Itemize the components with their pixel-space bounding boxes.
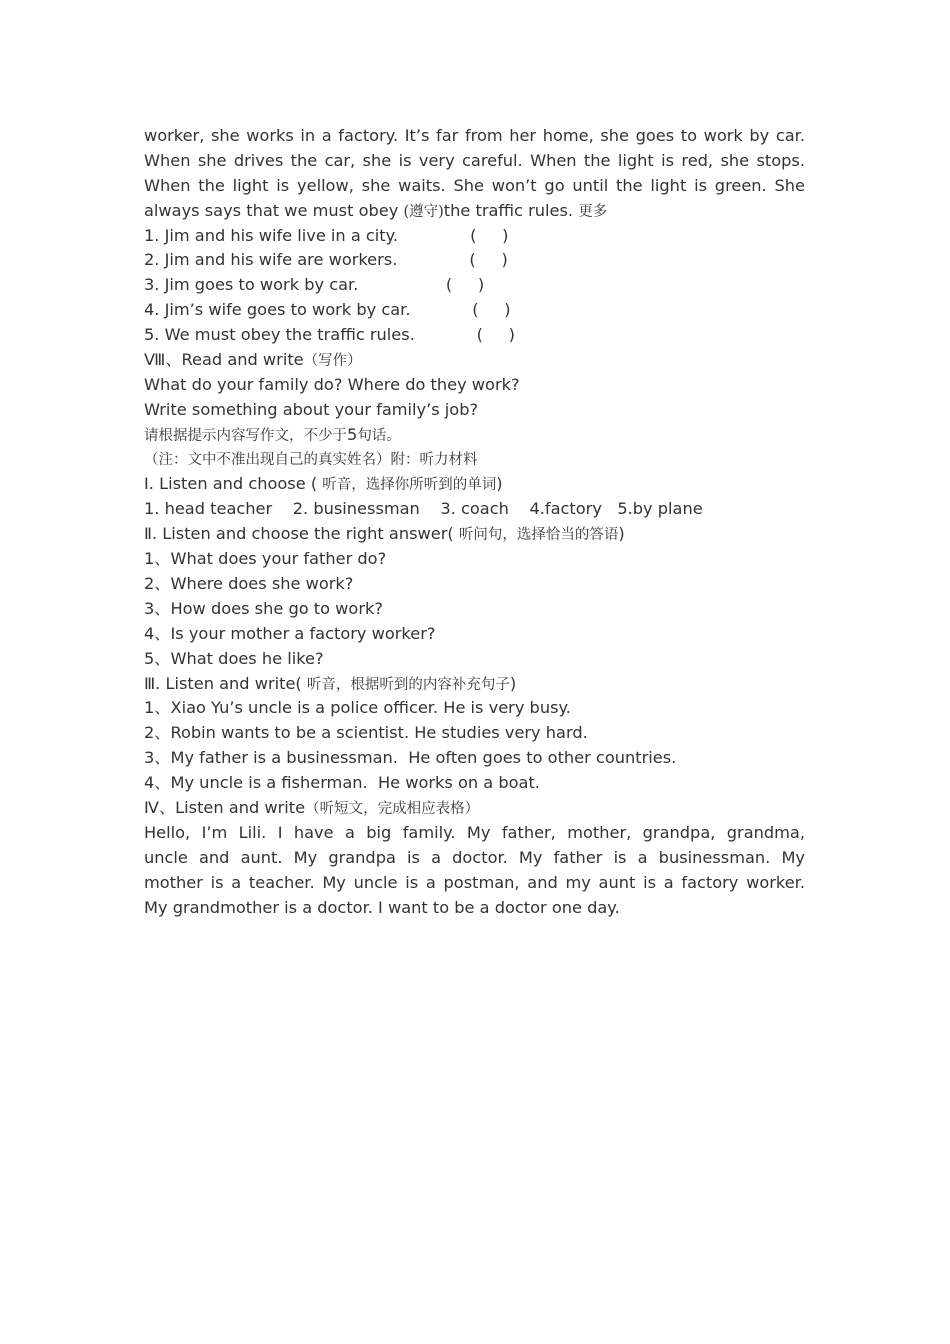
reading-question: 5. We must obey the traffic rules. ( ) bbox=[144, 325, 515, 345]
writing-note: （注：文中不准出现自己的真实姓名）附：听力材料 bbox=[144, 451, 478, 468]
writing-prompt: What do your family do? Where do they work? bbox=[144, 374, 520, 394]
writing-instruction bbox=[144, 423, 805, 448]
listening-3-heading-close: ) bbox=[509, 673, 517, 693]
obey-translation: (遵守) bbox=[403, 203, 444, 220]
listening-2-item: 5、What does he like? bbox=[144, 648, 324, 668]
document-page bbox=[144, 124, 805, 921]
writing-heading-cn: （写作） bbox=[303, 353, 362, 370]
listening-1-heading-text: Ⅰ. Listen and choose ( bbox=[144, 474, 323, 494]
listening-2-item: 2、Where does she work? bbox=[144, 574, 354, 594]
writing-heading-text: Ⅷ、Read and write bbox=[144, 350, 304, 370]
listening-3-item: 1、Xiao Yu’s uncle is a police officer. He is very busy. bbox=[144, 698, 571, 718]
writing-prompt: Write something about your family’s job? bbox=[144, 399, 479, 419]
writing-instruction-cn: 请根据提示内容写作文，不少于 bbox=[144, 427, 347, 444]
listening-4-heading-cn: （听短文，完成相应表格） bbox=[305, 801, 480, 818]
reading-passage-line: When she drives the car, she is very careful. When the light is red, she stops. bbox=[144, 150, 805, 170]
writing-instruction-number: 5 bbox=[347, 424, 358, 444]
listening-3-item: 2、Robin wants to be a scientist. He studies very hard. bbox=[144, 723, 588, 743]
reading-question: 4. Jim’s wife goes to work by car. ( ) bbox=[144, 300, 511, 320]
reading-passage-line: worker, she works in a factory. It’s far from her home, she goes to work by car. bbox=[144, 126, 805, 145]
listening-4-passage-line: Hello, I’m Lili. I have a big family. My father, mother, grandpa, grandma, bbox=[144, 822, 805, 842]
listening-2-heading bbox=[144, 522, 805, 547]
listening-1-heading-cn: 听音，选择你所听到的单词 bbox=[322, 477, 497, 494]
writing-instruction-cn-end: 句话。 bbox=[357, 427, 401, 444]
listening-3-heading bbox=[144, 672, 805, 697]
listening-3-heading-cn: 听音，根据听到的内容补充句子 bbox=[306, 676, 510, 693]
listening-2-heading-cn: 听问句，选择恰当的答语 bbox=[458, 527, 619, 544]
reading-passage-line: When the light is yellow, she waits. She won’t go until the light is green. She bbox=[144, 175, 805, 195]
listening-3-heading-text: Ⅲ. Listen and write( bbox=[144, 673, 307, 693]
listening-4-passage-line: mother is a teacher. My uncle is a postman, and my aunt is a factory worker. bbox=[144, 872, 805, 892]
more-link[interactable]: 更多 bbox=[578, 203, 608, 220]
writing-heading bbox=[144, 348, 805, 373]
reading-question: 2. Jim and his wife are workers. ( ) bbox=[144, 250, 508, 270]
listening-1-heading-close: ) bbox=[496, 474, 503, 494]
reading-question: 1. Jim and his wife live in a city. ( ) bbox=[144, 225, 509, 245]
reading-passage-tail: the traffic rules. bbox=[443, 200, 579, 220]
reading-passage-text: always says that we must obey bbox=[144, 200, 404, 220]
listening-3-item: 3、My father is a businessman. He often goes to other countries. bbox=[144, 748, 677, 768]
listening-2-item: 3、How does she go to work? bbox=[144, 598, 383, 618]
listening-2-heading-text: Ⅱ. Listen and choose the right answer( bbox=[144, 524, 459, 544]
listening-4-passage-line: uncle and aunt. My grandpa is a doctor. My father is a businessman. My bbox=[144, 847, 805, 867]
listening-1-words: 1. head teacher 2. businessman 3. coach 4.factory 5.by plane bbox=[144, 499, 703, 519]
listening-2-heading-close: ) bbox=[618, 524, 625, 544]
listening-3-item: 4、My uncle is a fisherman. He works on a boat. bbox=[144, 773, 540, 793]
listening-2-item: 1、What does your father do? bbox=[144, 549, 387, 569]
listening-2-item: 4、Is your mother a factory worker? bbox=[144, 623, 436, 643]
listening-4-heading-text: Ⅳ、Listen and write bbox=[144, 798, 306, 818]
reading-question: 3. Jim goes to work by car. ( ) bbox=[144, 275, 485, 295]
listening-4-heading bbox=[144, 796, 805, 821]
listening-1-heading bbox=[144, 472, 805, 497]
listening-4-passage-line: My grandmother is a doctor. I want to be a doctor one day. bbox=[144, 897, 620, 917]
reading-passage-last-line bbox=[144, 199, 805, 224]
